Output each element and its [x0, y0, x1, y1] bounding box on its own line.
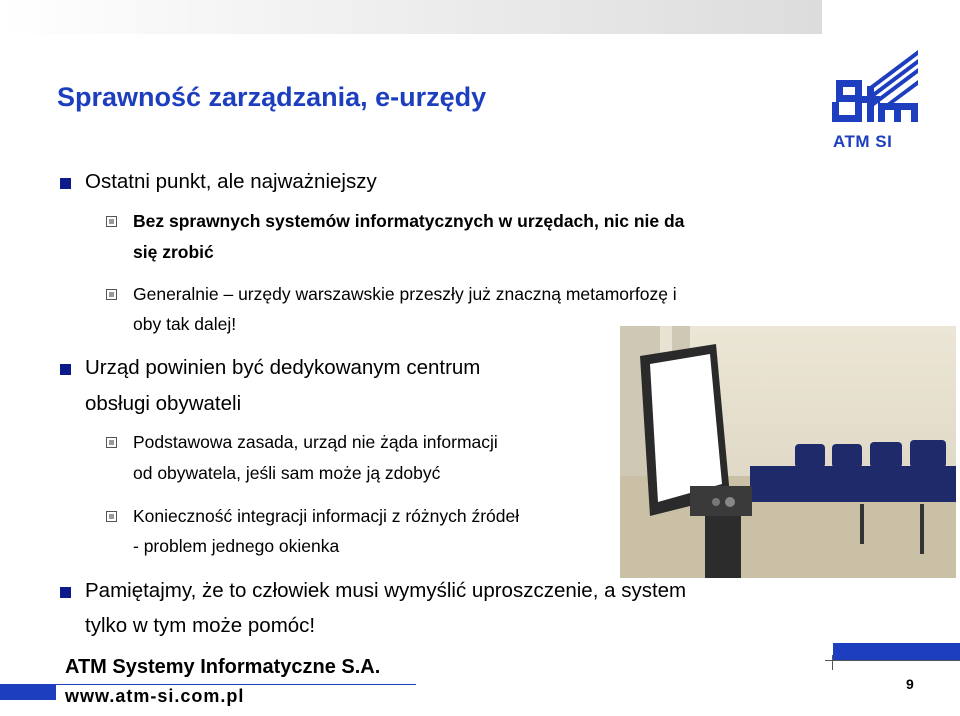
sub-bullet-icon [106, 216, 117, 227]
footer-tick [832, 655, 833, 670]
bullet-square-icon [60, 364, 71, 375]
slide-title: Sprawność zarządzania, e-urzędy [57, 82, 487, 112]
bullet-square-icon [60, 178, 71, 189]
top-gradient-bar [0, 0, 822, 34]
footer-url: www.atm-si.com.pl [65, 686, 245, 706]
sub-bullet-1-1-line1: Bez sprawnych systemów informatycznych w urzędach, nic nie da [133, 211, 685, 231]
sub-bullet-2-2-line1: Konieczność integracji informacji z różnych źródeł [133, 506, 520, 526]
footer-bar-right [833, 643, 960, 661]
footer-line-left [56, 684, 416, 685]
bullet-2-line1: Urząd powinien być dedykowanym centrum [85, 356, 481, 379]
page-number: 9 [906, 676, 914, 692]
sub-bullet-2-1-line1: Podstawowa zasada, urząd nie żąda informacji [133, 432, 498, 452]
logo-text: ATM SI [833, 132, 893, 151]
bullet-2-line2: obsługi obywateli [85, 392, 242, 415]
sub-bullet-1-2-line1: Generalnie – urzędy warszawskie przeszły już znaczną metamorfozę i [133, 284, 677, 304]
footer-company: ATM Systemy Informatyczne S.A. [65, 656, 381, 678]
footer-line-right [825, 660, 960, 661]
bullet-3-line2: tylko w tym może pomóc! [85, 614, 316, 637]
sub-bullet-1-1-line2: się zrobić [133, 242, 214, 262]
sub-bullet-2-2-line2: - problem jednego okienka [133, 536, 340, 556]
bullet-square-icon [60, 587, 71, 598]
sub-bullet-1-2-line2: oby tak dalej! [133, 314, 237, 334]
footer-bar-left [0, 684, 56, 700]
sub-bullet-icon [106, 437, 117, 448]
sub-bullet-2-1-line2: od obywatela, jeśli sam może ją zdobyć [133, 463, 441, 483]
sub-bullet-icon [106, 289, 117, 300]
kiosk-photo [620, 326, 956, 578]
bullet-3-line1: Pamiętajmy, że to człowiek musi wymyślić uproszczenie, a system [85, 579, 687, 602]
sub-bullet-icon [106, 511, 117, 522]
bullet-1-text: Ostatni punkt, ale najważniejszy [85, 170, 377, 193]
